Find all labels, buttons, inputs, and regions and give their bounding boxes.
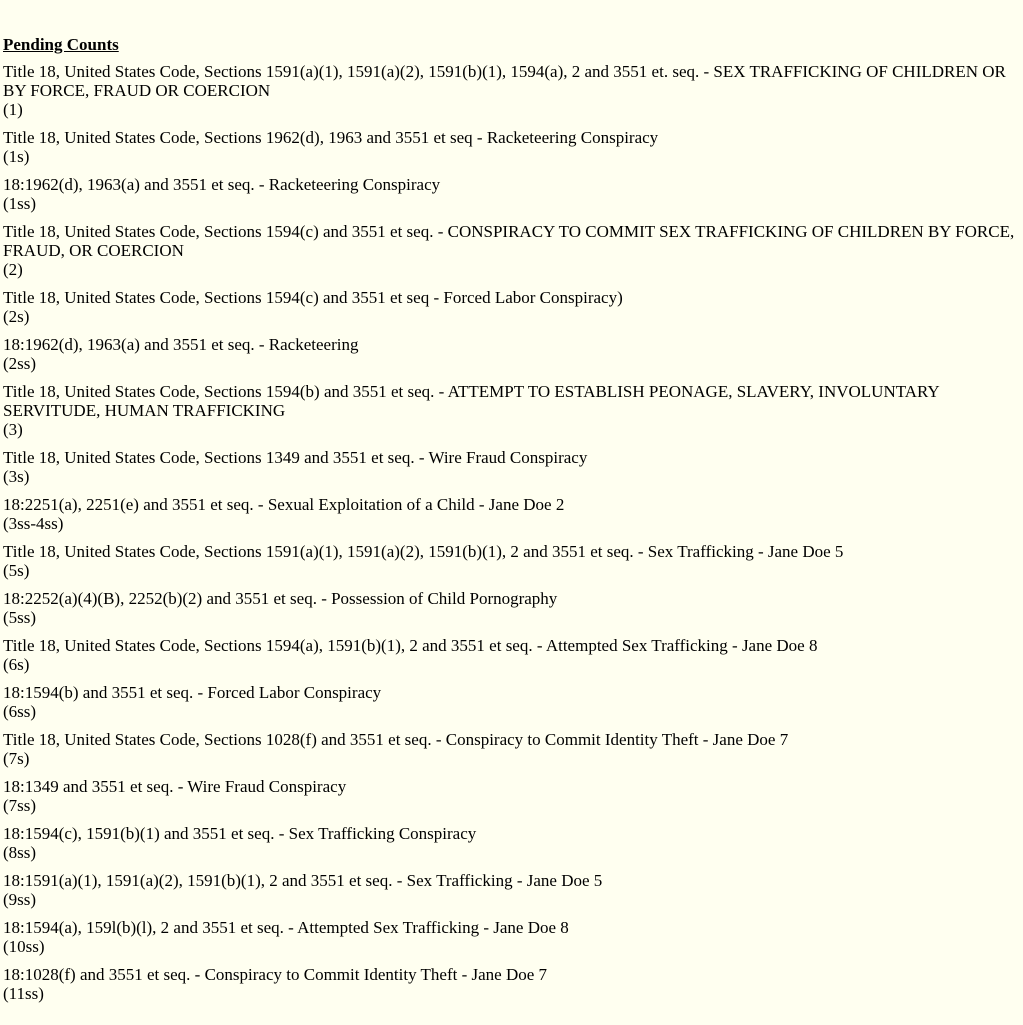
count-description: Title 18, United States Code, Sections 1594(a), 1591(b)(1), 2 and 3551 et seq. - Attempted Sex Trafficking - Jane Doe 8 [3, 636, 818, 655]
count-entry [3, 62, 1019, 120]
count-number: (6s) [3, 655, 30, 674]
count-number: (3) [3, 420, 23, 439]
count-number: (5ss) [3, 608, 37, 627]
count-entry [3, 175, 1019, 214]
count-entry [3, 448, 1019, 487]
count-entry [3, 777, 1019, 816]
count-number: (11ss) [3, 984, 44, 1003]
count-number: (6ss) [3, 702, 37, 721]
count-number: (1) [3, 100, 23, 119]
count-number: (8ss) [3, 843, 37, 862]
section-heading: Pending Counts [3, 35, 119, 54]
count-entry [3, 871, 1019, 910]
count-number: (1s) [3, 147, 30, 166]
count-number: (3ss-4ss) [3, 514, 64, 533]
count-description: Title 18, United States Code, Sections 1594(b) and 3551 et seq. - ATTEMPT TO ESTABLISH PEONAGE, SLAVERY, INVOLUNTARY SERVITUDE, HUMAN TRAFFICKING [3, 382, 940, 420]
count-description: 18:1594(b) and 3551 et seq. - Forced Labor Conspiracy [3, 683, 382, 702]
count-entry [3, 288, 1019, 327]
count-number: (2ss) [3, 354, 37, 373]
count-number: (2) [3, 260, 23, 279]
count-entry [3, 965, 1019, 1004]
count-entry [3, 636, 1019, 675]
count-entry [3, 222, 1019, 280]
count-entry [3, 730, 1019, 769]
count-description: 18:1349 and 3551 et seq. - Wire Fraud Conspiracy [3, 777, 347, 796]
count-description: 18:1028(f) and 3551 et seq. - Conspiracy to Commit Identity Theft - Jane Doe 7 [3, 965, 548, 984]
count-number: (2s) [3, 307, 30, 326]
count-number: (7s) [3, 749, 30, 768]
count-entry [3, 495, 1019, 534]
count-entry [3, 335, 1019, 374]
count-description: 18:2252(a)(4)(B), 2252(b)(2) and 3551 et seq. - Possession of Child Pornography [3, 589, 558, 608]
count-description: 18:1591(a)(1), 1591(a)(2), 1591(b)(1), 2 and 3551 et seq. - Sex Trafficking - Jane Doe 5 [3, 871, 603, 890]
count-entry [3, 918, 1019, 957]
count-description: Title 18, United States Code, Sections 1591(a)(1), 1591(a)(2), 1591(b)(1), 1594(a), 2 and 3551 et. seq. - SEX TRAFFICKING OF CHILDREN OR BY FORCE, FRAUD OR COERCION [3, 62, 1006, 100]
count-description: 18:1594(c), 1591(b)(1) and 3551 et seq. - Sex Trafficking Conspiracy [3, 824, 477, 843]
count-number: (9ss) [3, 890, 37, 909]
counts-list [3, 62, 1019, 1004]
count-description: Title 18, United States Code, Sections 1349 and 3551 et seq. - Wire Fraud Conspiracy [3, 448, 588, 467]
count-description: Title 18, United States Code, Sections 1594(c) and 3551 et seq - Forced Labor Conspiracy) [3, 288, 623, 307]
count-number: (1ss) [3, 194, 37, 213]
count-description: Title 18, United States Code, Sections 1028(f) and 3551 et seq. - Conspiracy to Commit Identity Theft - Jane Doe 7 [3, 730, 789, 749]
count-description: 18:1594(a), 159l(b)(l), 2 and 3551 et seq. - Attempted Sex Trafficking - Jane Doe 8 [3, 918, 569, 937]
count-number: (5s) [3, 561, 30, 580]
count-description: 18:2251(a), 2251(e) and 3551 et seq. - Sexual Exploitation of a Child - Jane Doe 2 [3, 495, 565, 514]
count-number: (3s) [3, 467, 30, 486]
count-description: 18:1962(d), 1963(a) and 3551 et seq. - Racketeering [3, 335, 359, 354]
count-entry [3, 824, 1019, 863]
count-number: (7ss) [3, 796, 37, 815]
count-entry [3, 589, 1019, 628]
count-entry [3, 128, 1019, 167]
count-number: (10ss) [3, 937, 45, 956]
count-entry [3, 683, 1019, 722]
count-description: Title 18, United States Code, Sections 1591(a)(1), 1591(a)(2), 1591(b)(1), 2 and 3551 et seq. - Sex Trafficking - Jane Doe 5 [3, 542, 844, 561]
count-entry [3, 382, 1019, 440]
pending-counts-section [3, 35, 1019, 1012]
count-description: 18:1962(d), 1963(a) and 3551 et seq. - Racketeering Conspiracy [3, 175, 441, 194]
count-description: Title 18, United States Code, Sections 1962(d), 1963 and 3551 et seq - Racketeering Conspiracy [3, 128, 659, 147]
count-description: Title 18, United States Code, Sections 1594(c) and 3551 et seq. - CONSPIRACY TO COMMIT SEX TRAFFICKING OF CHILDREN BY FORCE, FRAUD, OR COERCION [3, 222, 1015, 260]
count-entry [3, 542, 1019, 581]
